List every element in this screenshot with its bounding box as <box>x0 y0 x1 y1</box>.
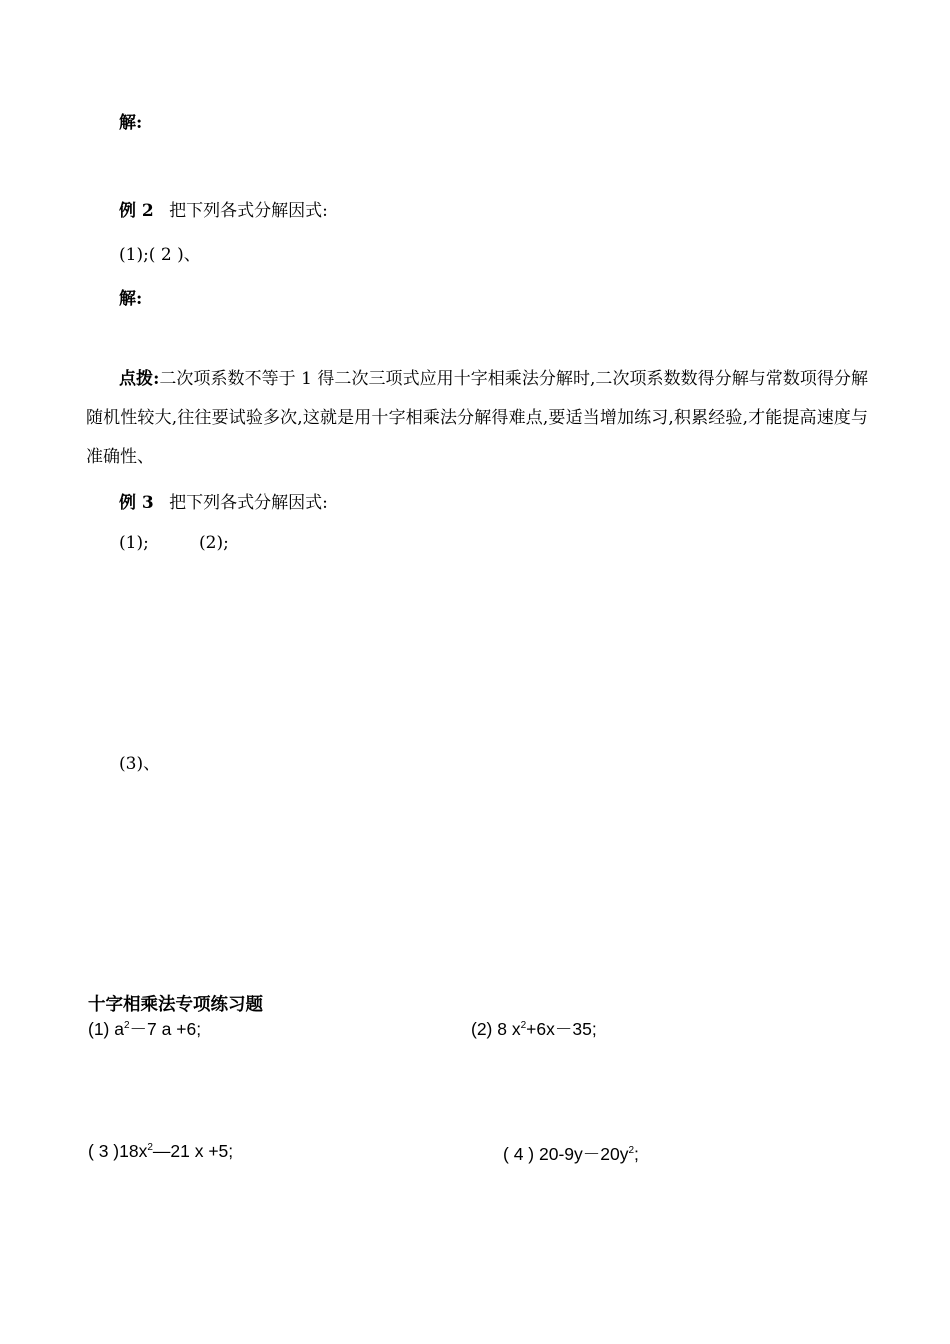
tip-paragraph <box>86 360 868 477</box>
solution-label-1: 解: <box>119 113 143 133</box>
problem-2-rest: +6x－35; <box>526 1019 597 1039</box>
practice-problem-2 <box>471 1016 597 1041</box>
tip-text: 二次项系数不等于 1 得二次三项式应用十字相乘法分解时,二次项系数数得分解与常数项得分解随机性较大,往往要试验多次,这就是用十字相乘法分解得难点,要适当增加练习,积累经验,才能提高速度与准确性、 <box>86 369 868 467</box>
problem-4-rest: ; <box>634 1144 639 1164</box>
example-3-item-3: (3)、 <box>119 754 161 774</box>
practice-title: 十字相乘法专项练习题 <box>88 994 263 1014</box>
example-2-heading <box>119 196 328 221</box>
problem-4-base: ( 4 ) 20-9y－20y <box>503 1144 629 1164</box>
practice-problem-1 <box>88 1016 201 1041</box>
problem-3-exponent: 2 <box>147 1142 153 1153</box>
problem-3-rest: —21 x +5; <box>152 1141 234 1161</box>
example-3-item-2: (2); <box>199 533 229 553</box>
problem-2-exponent: 2 <box>520 1020 527 1031</box>
example-3-text: 把下列各式分解因式: <box>169 493 328 513</box>
practice-problem-4 <box>503 1141 639 1166</box>
example-3-item-1: (1); <box>119 533 149 553</box>
example-2-text: 把下列各式分解因式: <box>169 201 328 221</box>
example-3-heading <box>119 488 328 513</box>
problem-1-exponent: 2 <box>123 1020 130 1031</box>
problem-1-base: (1) a <box>88 1019 124 1039</box>
example-2-items: (1);( 2 )、 <box>119 245 201 265</box>
problem-3-base: ( 3 )18x <box>88 1141 148 1161</box>
example-2-label: 例 2 <box>119 201 154 221</box>
tip-label: 点拨: <box>119 369 160 389</box>
example-3-label: 例 3 <box>119 493 154 513</box>
solution-label-2: 解: <box>119 289 143 309</box>
problem-4-exponent: 2 <box>628 1145 635 1156</box>
problem-1-rest: －7 a +6; <box>129 1019 202 1039</box>
problem-2-base: (2) 8 x <box>471 1019 521 1039</box>
practice-problem-3 <box>88 1141 233 1162</box>
